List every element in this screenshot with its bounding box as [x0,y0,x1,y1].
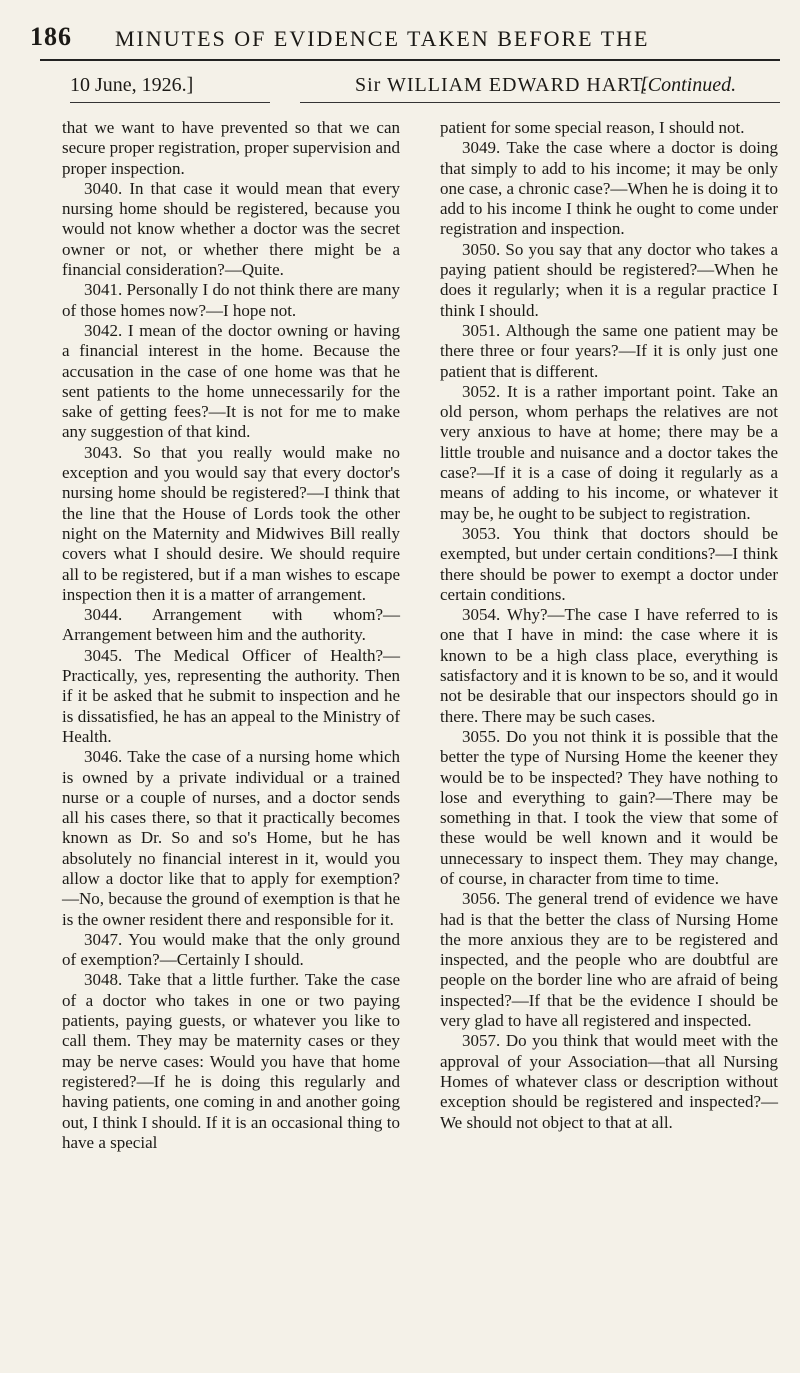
paragraph: 3046. Take the case of a nursing home which is owned by a private individual or a trained nurse or a couple of nurses, and a doctor sends all his cases there, so that it practically becomes known as Dr. So and so's Home, but he has absolutely no financial interest in it, would you allow a doctor like that to apply for exemption?—No, because the ground of exemption is that he is the owner resident there and responsible for it. [62,747,400,929]
paragraph: 3056. The general trend of evidence we have had is that the better the class of Nursing Home the more anxious they are to be registered and inspected, and the people who are doubtful are people on the border line who are afraid of being inspected?—If that be the evidence I should be very glad to have all registered and inspected. [440,889,778,1031]
paragraph: 3042. I mean of the doctor owning or having a financial interest in the home. Because the accusation in the case of one home was that he sent patients to the home unnecessarily for the sake of getting fees?—It is not for me to make any suggestion of that kind. [62,320,400,442]
paragraph: 3045. The Medical Officer of Health?—Practically, yes, representing the authority. Then if it be asked that he submit to inspection and he is dissatisfied, he has an appeal to the Ministry of Health. [62,645,400,746]
paragraph: 3051. Although the same one patient may be there three or four years?—If it is only just one patient that is different. [440,320,778,381]
paragraph: 3050. So you say that any doctor who takes a paying patient should be registered?—When he does it regularly; when it is a regular practice I think I should. [440,239,778,320]
paragraph: patient for some special reason, I should not. [440,118,745,137]
page-header [0,22,800,54]
paragraph: 3047. You would make that the only ground of exemption?—Certainly I should. [62,929,400,970]
sub-header [0,64,800,104]
paragraph: 3053. You think that doctors should be exempted, but under certain conditions?—I think there should be power to exempt a doctor under certain conditions. [440,523,778,604]
paragraph: 3040. In that case it would mean that every nursing home should be registered, because you would not know whether a doctor was the secret owner or not, or whether there might be a financial consideration?—Quite. [62,178,400,280]
header-rule [40,59,780,61]
right-column [440,118,778,1133]
paragraph: 3057. Do you think that would meet with the approval of your Association—that all Nursing Homes of whatever class or description without exception should be registered and inspected?—We should not object to that at all. [440,1031,778,1132]
continued-label: [Continued. [640,74,737,96]
paragraph: 3052. It is a rather important point. Take an old person, whom perhaps the relatives are not very anxious to have at home; there may be a little trouble and nuisance and a doctor takes the case?—If it is a case of doing it regularly as a means of adding to his income, or whatever it may be, he ought to be subject to registration. [440,381,778,523]
paragraph: 3044. Arrangement with whom?—Arrangement between him and the authority. [62,605,400,645]
paragraph: 3049. Take the case where a doctor is doing that simply to add to his income; it may be only one case, a chronic case?—When he is doing it to add to his income I think he ought to come under registration and inspection. [440,138,778,239]
paragraph: 3048. Take that a little further. Take the case of a doctor who takes in one or two paying patients, paying guests, or whatever you like to call them. They may be maternity cases or they may be nerve cases: Would you have that home registered?—If he is doing this regularly and having patients, one coming in and another going out, I think I should. If it is an occasional thing to have a special [62,970,400,1152]
paragraph: 3054. Why?—The case I have referred to is one that I have in mind: the case where it is known to be a high class place, everything is satisfactory and it is known to be so, and it would not be desirable that our inspectors should go in there. There may be such cases. [440,605,778,726]
paragraph: 3055. Do you not think it is possible that the better the type of Nursing Home the keener they would be to be inspected? They have nothing to lose and everything to gain?—There may be something in that. I took the view that some of these would be well known and it would be unnecessary to inspect them. They may change, of course, in character from time to time. [440,726,778,888]
left-column [62,118,400,1153]
sub-header-rule-right [300,102,780,103]
running-title: MINUTES OF EVIDENCE TAKEN BEFORE THE [115,26,650,51]
paragraph: 3043. So that you really would make no exception and you would say that every doctor's nursing home should be registered?—I think that the line that the House of Lords took the other night on the Maternity and Midwives Bill really covers what I should desire. We should require all to be registered, but if a man wishes to escape inspection then it is a matter of arrangement. [62,442,400,604]
session-date: 10 June, 1926.] [70,74,194,96]
page-number: 186 [30,22,72,51]
paragraph: 3041. Personally I do not think there are many of those homes now?—I hope not. [62,280,400,320]
sub-header-rule-left [70,102,270,103]
paragraph: that we want to have prevented so that we can secure proper registration, proper supervision and proper inspection. [62,118,400,178]
witness-name: Sir WILLIAM EDWARD HART. [355,74,649,96]
